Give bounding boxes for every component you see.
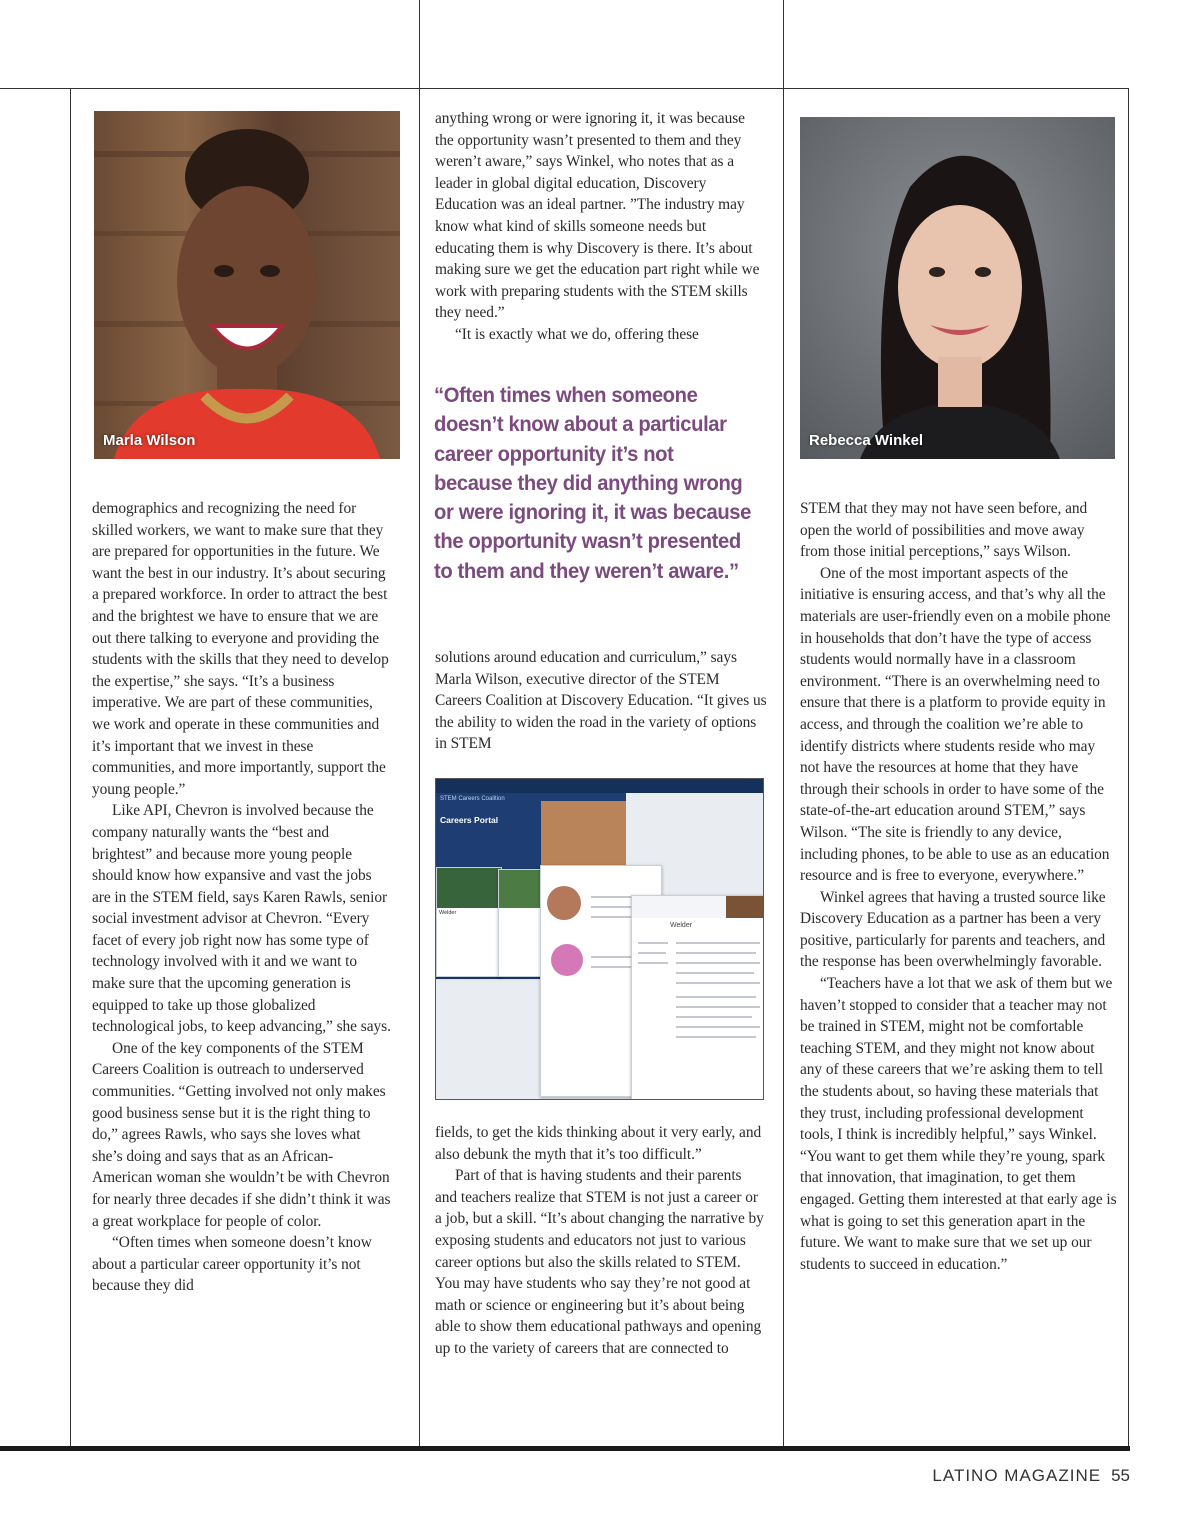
column-rule-mid-1: [419, 0, 420, 1448]
page-number: 55: [1111, 1466, 1130, 1485]
magazine-name: LATINO MAGAZINE: [932, 1466, 1102, 1485]
career-detail-page-2: Welder: [631, 895, 764, 1100]
article-column-1: [92, 498, 392, 1297]
portal-title: Careers Portal: [440, 815, 499, 825]
column-rule-mid-2: [783, 0, 784, 1448]
paragraph: Like API, Chevron is involved because the company naturally wants the “best and brightest” and because more young people should know how expansive and vast the jobs are in the STEM field, says Karen Rawls, senior social investment advisor at Chevron. “Every facet of every job right now has some type of technology involved with it and we want to make sure that the upcoming generation is equipped to take up those globalized technological jobs, to keep advancing,” she says.: [92, 802, 391, 1036]
article-column-2-bottom: [435, 1122, 767, 1360]
paragraph: Part of that is having students and their parents and teachers realize that STEM is not just a career or a job, but a skill. “It’s about changing the narrative by exposing students and educators not just to various career options but also the skills related to STEM. You may have students who say they’re not good at math or science or engineering but it’s about being able to show them educational pathways and opening up to the variety of careers that are connected to: [435, 1167, 764, 1357]
portrait-illustration: [800, 117, 1115, 459]
portrait-illustration: [94, 111, 400, 459]
article-column-3: [800, 498, 1118, 1275]
careers-portal-screenshot: [435, 778, 764, 1100]
article-column-2-top: [435, 108, 767, 346]
column-rule-left: [70, 88, 71, 1448]
photo-marla-wilson: [94, 111, 400, 459]
paragraph: Winkel agrees that having a trusted source like Discovery Education as a partner has been a very positive, particularly for parents and teachers, and the response has been overwhelmingly favorable.: [800, 888, 1106, 971]
pull-quote: “Often times when someone doesn’t know about a particular career opportunity it’s not because they did anything wrong or were ignoring it, it was because the opportunity wasn’t presented to them and they weren’t aware.”: [434, 383, 752, 583]
career-card-1: Welder: [436, 867, 502, 977]
paragraph: One of the key components of the STEM Careers Coalition is outreach to underserved communities. “Getting involved not only makes good business sense but it is the right thing to do,” agrees Rawls, who says she loves what she’s doing and says that as an African-American woman she wouldn’t be with Chevron for nearly three decades if she didn’t think it was a great workplace for people of color.: [92, 1039, 391, 1230]
paragraph: “Often times when someone doesn’t know about a particular career opportunity it’s not because they did: [92, 1234, 372, 1295]
portal-hero-image: [541, 801, 626, 873]
photo-rebecca-winkel: [800, 117, 1115, 459]
paragraph: One of the most important aspects of the initiative is ensuring access, and that’s why all the materials are user-friendly even on a mobile phone in households that don’t have the type of access students would normally have in a classroom environment. “There is an overwhelming need to ensure that there is a platform to provide equity in access, and through the coalition we’re able to identify districts where students reside who may not have the resources at home that they have through their schools in order to have some of the state-of-the-art education around STEM,” says Wilson. “The site is friendly to any device, including phones, to be able to use as an education resource and is free to everyone, everywhere.”: [800, 564, 1111, 885]
paragraph: STEM that they may not have seen before, and open the world of possibilities and move away from those initial perceptions,” says Wilson.: [800, 500, 1088, 561]
article-column-2-middle: [435, 647, 767, 755]
top-rule: [0, 88, 1129, 89]
paragraph: solutions around education and curriculum,” says Marla Wilson, executive director of the STEM Careers Coalition at Discovery Education. “It gives us the ability to widen the road in the variety of options in STEM: [435, 649, 767, 753]
paragraph: fields, to get the kids thinking about it very early, and also debunk the myth that it’s too difficult.”: [435, 1124, 762, 1163]
paragraph: “It is exactly what we do, offering these: [455, 325, 699, 343]
paragraph: “Teachers have a lot that we ask of them but we haven’t stopped to consider that a teacher may not be trained in STEM, might not be comfortable teaching STEM, and they might not know about any of these careers that we’re asking them to tell the students about, so having these materials that they trust, including professional development tools, I think is incredibly helpful,” says Winkel. “You want to get them while they’re young, spark that innovation, that imagination, to get them engaged. Getting them interested at that early age is what is going to set this generation apart in the future. We want to make sure that we set up our students to succeed in education.”: [800, 975, 1117, 1273]
bottom-rule: [0, 1446, 1130, 1451]
photo-caption: Marla Wilson: [103, 432, 196, 449]
photo-caption: Rebecca Winkel: [809, 432, 924, 449]
column-rule-right: [1128, 88, 1129, 1448]
paragraph: demographics and recognizing the need for skilled workers, we want to make sure that they are prepared for opportunities in the future. We want the best in our industry. It’s about securing a prepared workforce. In order to attract the best and the brightest we have to ensure that we are out there talking to everyone and providing the students with the skills that they need to develop the expertise,” she says. “It’s a business imperative. We are part of these communities, we work and operate in these communities and it’s important that we invest in these communities, and more importantly, support the young people.”: [92, 500, 389, 798]
page-footer: [932, 1466, 1130, 1486]
paragraph: anything wrong or were ignoring it, it was because the opportunity wasn’t presented to them and they weren’t aware,” says Winkel, who notes that as a leader in global digital education, Discovery Education was an ideal partner. ”The industry may know what kind of skills someone needs but educating them is why Discovery is there. It’s about making sure we get the education part right while we work with preparing students with the STEM skills they need.”: [435, 110, 760, 322]
portal-brand: STEM Careers Coalition: [440, 796, 505, 802]
